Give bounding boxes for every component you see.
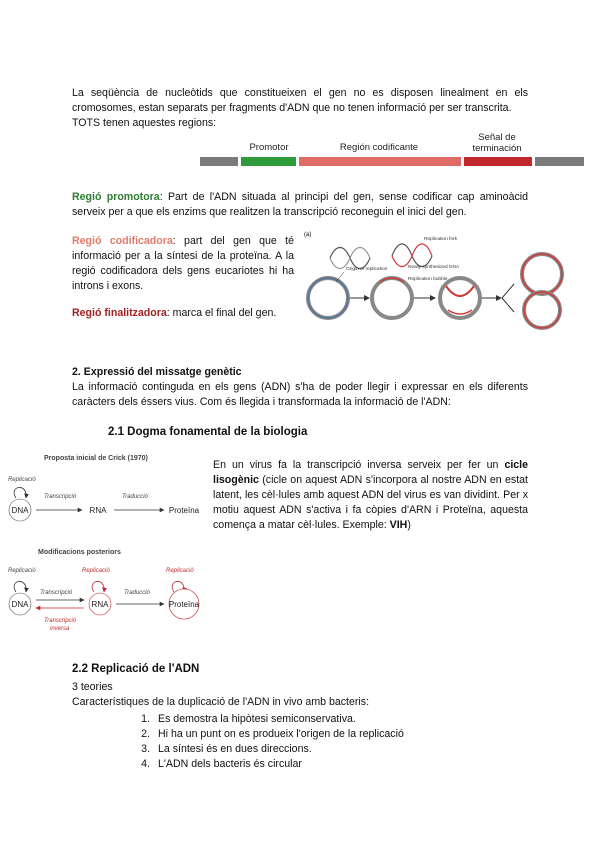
dna-circle-4-new [522, 254, 562, 294]
replication-list [132, 712, 404, 772]
list-item: 3. La síntesi és en dues direccions. [141, 743, 312, 755]
region-codificadora-text: : part del gen que té informació per a la síntesi de la proteïna. A la regió codificadora dels gens eucariotes hi ha introns i exons. [72, 235, 294, 292]
dogma-transcripcio2-label: Transcripció [40, 590, 73, 596]
termination-label-2: terminación [472, 143, 522, 154]
dogma-traduccio2-label: Traducció [124, 590, 150, 596]
dogma-dna2-label: DNA [11, 600, 29, 609]
list-item: 1. Es demostra la hipòtesi semiconservativa. [141, 713, 356, 725]
theta-arc-2 [448, 310, 472, 314]
section-21-text [213, 458, 528, 533]
section-22-subtitle: 3 teories [72, 681, 113, 693]
list-item: 2. Hi ha un punt on es produeix l'origen de la replicació [141, 728, 404, 740]
section-21-text-b: (cicle on aquest ADN s'incorpora al nostre ADN en estat latent, les cèl·lules amb aquest ADN del virus es van dividint. Per x motiu aquest ADN s'activa i fa còpies d'ARN i Proteïna, aquesta comença a matar cèl·lules. Exemple: [213, 474, 528, 531]
termination-label-1: Señal de [478, 132, 516, 143]
section-22-text: Característiques de la duplicació de l'ADN in vivo amb bacteris: [72, 696, 370, 708]
region-finalitzadora-title: Regió finalitzadora [72, 307, 167, 319]
section-21-text-c: ) [407, 519, 411, 531]
gene-bar-termination [464, 157, 532, 166]
dogma-replicacio-label: Replicació [8, 477, 36, 483]
dogma-proteina2-label: Proteïna [168, 600, 200, 609]
arrow-3-head [496, 295, 502, 301]
dogma-rt-label-2: inversa [50, 626, 70, 632]
dogma-traduccio-label: Traducció [122, 494, 148, 500]
gene-bar-grey-left [200, 157, 238, 166]
dogma-replicacio3-label: Replicació [82, 568, 110, 574]
replication-panel-label: (a) [304, 232, 312, 238]
section-2-text: La informació continguda en els gens (ADN) s'ha de poder llegir i expressar en els diferents caràcters dels éssers vius. Com és llegida i transformada la informació de l'ADN: [72, 381, 528, 408]
section-21-text-vih: VIH [389, 519, 408, 531]
section-21-title: 2.1 Dogma fonamental de la biologia [108, 426, 308, 438]
dna-circle-1-inner [308, 278, 348, 318]
section-2-title: 2. Expressió del missatge genètic [72, 366, 242, 378]
dogma-dna-label: DNA [11, 506, 29, 515]
dna-circle-5-new [524, 292, 560, 328]
section-22-title: 2.2 Replicació de l'ADN [72, 663, 200, 675]
promoter-label: Promotor [249, 142, 289, 153]
dogma-title-2: Modificacions posteriors [38, 549, 121, 556]
dogma-rna2-label: RNA [91, 600, 109, 609]
dogma-replicacio4-label: Replicació [166, 568, 194, 574]
arrow-1-head [364, 295, 370, 301]
region-finalitzadora [72, 306, 294, 321]
intro-text: La seqüència de nucleòtids que constitueixen el gen no es disposen linealment en els cromosomes, estan separats per fragments d'ADN que no tenen informació per ser transcrita. [72, 87, 528, 114]
intro-regions-text: TOTS tenen aquestes regions: [72, 117, 217, 129]
replication-figure [300, 226, 590, 330]
dogma-transcripcio-label: Transcripció [44, 494, 77, 500]
dna-circle-2 [372, 278, 412, 318]
dogma-title-1: Proposta inicial de Crick (1970) [44, 455, 148, 462]
fork-label: Replication fork [424, 237, 458, 242]
coding-label: Región codificante [339, 142, 419, 153]
region-codificadora-title: Regió codificadora [72, 235, 173, 247]
termination-label [462, 132, 532, 154]
region-finalitzadora-text: : marca el final del gen. [166, 307, 277, 319]
list-item: 4. L'ADN dels bacteris és circular [141, 758, 302, 770]
region-promotora [72, 190, 528, 220]
arrow-2-head [430, 295, 436, 301]
origin-label: Origin of replication [346, 267, 388, 272]
dogma-rna-label: RNA [89, 506, 107, 515]
dogma-figure [4, 446, 210, 642]
gene-bar-coding [299, 157, 461, 166]
gene-bar-grey-right [535, 157, 584, 166]
arrow-4a [502, 284, 514, 298]
region-promotora-title: Regió promotora [72, 191, 160, 203]
gene-bar-promoter [241, 157, 296, 166]
newly-label: Newly synthesized DNA [408, 265, 460, 270]
dogma-replicacio3-arrow [92, 581, 104, 592]
region-promotora-text: : Part de l'ADN situada al principi del gen, sense codificar cap aminoàcid serveix per a que els enzims que realitzen la transcripció reconeguin el inici del gen. [72, 191, 528, 218]
dogma-replicacio2-label: Replicació [8, 568, 36, 574]
dogma-replicacio2-arrow [14, 581, 26, 592]
dogma-replicacio-arrow [14, 487, 26, 498]
bubble-label: Replication bubble [408, 277, 448, 282]
helix-2-b [392, 244, 432, 267]
arrow-4b [502, 298, 514, 312]
dna-circle-3 [440, 278, 480, 318]
helix-1-b [330, 248, 370, 269]
region-codificadora [72, 234, 294, 294]
theta-arc [446, 286, 474, 296]
section-21-text-a: En un virus fa la transcripció inversa serveix per fer un [213, 459, 505, 471]
intro-paragraph [72, 86, 528, 131]
dogma-rt-label-1: Transcripció [44, 618, 77, 624]
section-21-text-bold: cicle lisogènic [213, 459, 528, 486]
dogma-proteina-label: Proteïna [168, 506, 200, 515]
